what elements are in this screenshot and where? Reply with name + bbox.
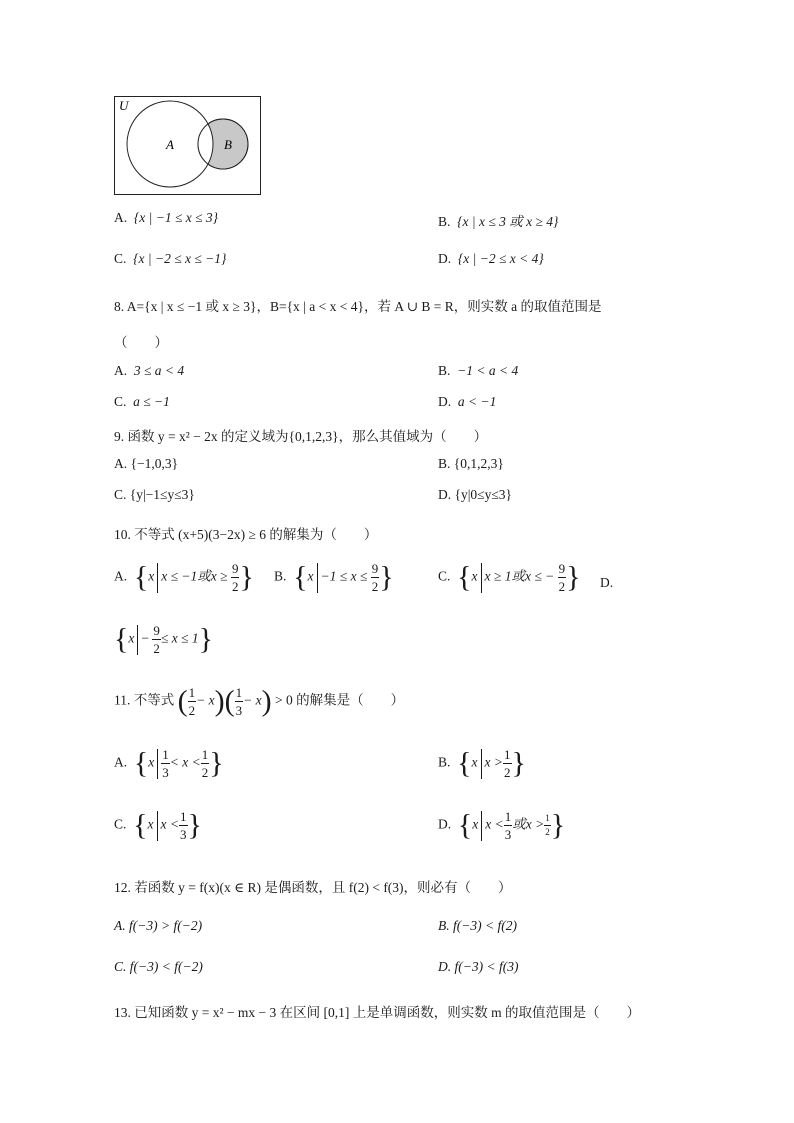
- q7-option-b[interactable]: B. {x | x ≤ 3 或 x ≥ 4}: [438, 214, 559, 229]
- q10-option-d-label: D.: [600, 575, 614, 590]
- q9-stem: 9. 函数 y = x² − 2x 的定义域为{0,1,2,3}，那么其值域为（ ）: [114, 429, 488, 444]
- q8-option-c[interactable]: C. a ≤ −1: [114, 394, 170, 409]
- q8-option-b-text: −1 < a < 4: [457, 363, 519, 378]
- q8-option-a-text: 3 ≤ a < 4: [133, 363, 185, 378]
- q7-option-a-text: {x | −1 ≤ x ≤ 3}: [133, 210, 219, 225]
- q7-option-c-text: {x | −2 ≤ x ≤ −1}: [133, 251, 227, 266]
- q7-option-c[interactable]: C. {x | −2 ≤ x ≤ −1}: [114, 251, 227, 266]
- q7-option-b-text: {x | x ≤ 3 或 x ≥ 4}: [457, 214, 559, 229]
- q7-option-d[interactable]: D. {x | −2 ≤ x < 4}: [438, 251, 544, 266]
- q8-option-a[interactable]: A. 3 ≤ a < 4: [114, 363, 185, 378]
- venn-svg: [114, 96, 262, 196]
- q11-stem: 11. 不等式 ( $\frac{1}{2}$ − x)( $\frac{1}{3}$ − x) > 0 的解集是（ ）: [114, 684, 405, 718]
- q11-option-a[interactable]: A. {x $\frac{1}{3}$ < x < $\frac{1}{2}$ }: [114, 746, 224, 780]
- q11-f1: $\frac{1}{2}$: [188, 685, 196, 718]
- q9-option-a[interactable]: A. {−1,0,3}: [114, 456, 179, 471]
- q8-answer-paren: （ ）: [114, 335, 168, 350]
- q10-c-fraction: $\frac{9}{2}$: [558, 561, 566, 594]
- q11-f2: $\frac{1}{3}$: [235, 685, 243, 718]
- q11-option-b[interactable]: B. {x x > $\frac{1}{2}$ }: [438, 746, 526, 780]
- q7-option-d-text: {x | −2 ≤ x < 4}: [457, 251, 544, 266]
- q10-b-fraction: $\frac{9}{2}$: [371, 561, 379, 594]
- q10-option-b[interactable]: B. {x −1 ≤ x ≤ $\frac{9}{2}$ }: [274, 560, 394, 594]
- q12-option-b[interactable]: B. f(−3) < f(2): [438, 918, 517, 933]
- q9-option-c[interactable]: C. {y|−1≤y≤3}: [114, 487, 195, 502]
- q7-option-a[interactable]: A. {x | −1 ≤ x ≤ 3}: [114, 210, 219, 225]
- q10-stem: 10. 不等式 (x+5)(3−2x) ≥ 6 的解集为（ ）: [114, 527, 378, 542]
- q12-option-d[interactable]: D. f(−3) < f(3): [438, 959, 519, 974]
- q8-option-b[interactable]: B. −1 < a < 4: [438, 363, 519, 378]
- set-a-label: A: [166, 137, 174, 152]
- q10-option-d[interactable]: {x − $\frac{9}{2}$ ≤ x ≤ 1}: [114, 622, 213, 656]
- q11-option-c[interactable]: C. {x x < $\frac{1}{3}$ }: [114, 808, 202, 842]
- q11-option-d[interactable]: D. {x x < $\frac{1}{3}$ 或x > $\frac{1}{2}$ }: [438, 808, 566, 842]
- q10-option-c[interactable]: C. {x x ≥ 1或x ≤ − $\frac{9}{2}$ }: [438, 560, 581, 594]
- q8-option-c-text: a ≤ −1: [133, 394, 170, 409]
- q8-option-d-text: a < −1: [457, 394, 497, 409]
- set-b-label: B: [224, 137, 232, 152]
- q8-option-d[interactable]: D. a < −1: [438, 394, 497, 409]
- venn-diagram: [114, 96, 262, 196]
- universe-label: U: [119, 98, 129, 113]
- q9-option-d[interactable]: D. {y|0≤y≤3}: [438, 487, 512, 502]
- q8-stem: 8. A={x | x ≤ −1 或 x ≥ 3}，B={x | a < x < 4}，若 A ∪ B = R，则实数 a 的取值范围是: [114, 299, 602, 314]
- q12-option-c[interactable]: C. f(−3) < f(−2): [114, 959, 203, 974]
- q12-option-a[interactable]: A. f(−3) > f(−2): [114, 918, 203, 933]
- q12-stem: 12. 若函数 y = f(x)(x ∈ R) 是偶函数，且 f(2) < f(3)，则必有（ ）: [114, 880, 512, 895]
- q10-a-fraction: $\frac{9}{2}$: [231, 561, 239, 594]
- q10-d-fraction: $\frac{9}{2}$: [153, 623, 160, 656]
- q13-stem: 13. 已知函数 y = x² − mx − 3 在区间 [0,1] 上是单调函数，则实数 m 的取值范围是（ ）: [114, 1005, 641, 1020]
- q10-option-a[interactable]: A. {x x ≤ −1或x ≥ $\frac{9}{2}$ }: [114, 560, 254, 594]
- q9-option-b[interactable]: B. {0,1,2,3}: [438, 456, 504, 471]
